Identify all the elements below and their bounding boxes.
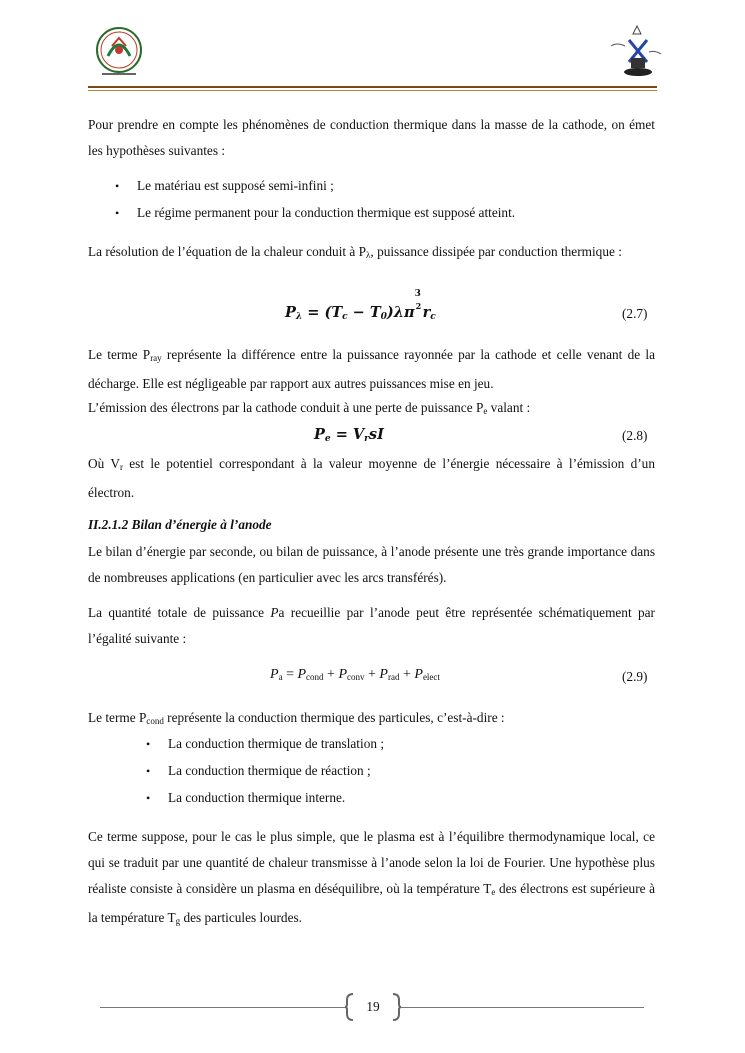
paragraph-resolution: La résolution de l’équation de la chaleur conduit à $P_\lambda$, puissance dissipée par conduction thermique :	[88, 244, 622, 260]
paragraph-vr: Où $V_r$ est le potentiel correspondant à la valeur moyenne de l’énergie nécessaire à l’émission d’un électron.	[88, 456, 655, 500]
university-seal-logo	[92, 26, 146, 78]
header-rule-thin	[88, 90, 657, 91]
equation-number: (2.7)	[622, 306, 648, 321]
equation-number: (2.9)	[622, 669, 648, 684]
paragraph-pray: Le terme $P_{ray}$ représente la différence entre la puissance rayonnée par la cathode et celle venant de la décharge. Elle est négligeable par rapport aux autres puissances mise en jeu.	[88, 347, 655, 391]
header-rule	[88, 86, 657, 88]
paragraph-emission: L’émission des électrons par la cathode conduit à une perte de puissance $P_e$ valant :	[88, 400, 531, 416]
page-number: 19	[366, 999, 380, 1014]
bullet-icon: •	[115, 206, 120, 220]
bullet-icon: •	[115, 179, 120, 193]
bullet-icon: •	[146, 791, 151, 805]
footer-rule-left	[100, 1007, 345, 1008]
laboratory-logo	[607, 22, 663, 80]
section-heading: II.2.1.2 Bilan d’énergie à l’anode	[88, 517, 272, 532]
bullet-icon: •	[146, 764, 151, 778]
bullet-icon: •	[146, 737, 151, 751]
paragraph-bilan: Le bilan d’énergie par seconde, ou bilan de puissance, à l’anode présente une très grande importance dans de nombreuses applications (en particulier avec les arcs transférés).	[88, 544, 655, 585]
paragraph-pa: La quantité totale de puissance Pa recueillie par l’anode peut être représentée schématiquement par l’égalité suivante :	[88, 605, 655, 646]
paragraph-plasma: Ce terme suppose, pour le cas le plus simple, que le plasma est à l’équilibre thermodynamique local, ce qui se traduit par une quantité de chaleur transmisse à l’anode selon la loi de Fourier. Une hypothèse plus réaliste consiste à considère un plasma en déséquilibre, où la température $T_e$ des électrons est supérieure à la température $T_g$ des particules lourdes.	[88, 829, 656, 926]
equation-number: (2.8)	[622, 428, 648, 443]
equation-2-8: $P_e = V_rsI$	[314, 426, 384, 444]
equation-2-7: $P_\lambda = (T_c - T_0)\lambda\pi$ 3 2 $r_c$	[285, 289, 436, 322]
equation-2-9: $P_a = P_{cond} + P_{conv} + P_{rad} + P_{elect}$	[270, 667, 440, 682]
footer-rule-right	[401, 1007, 644, 1008]
paragraph-intro: Pour prendre en compte les phénomènes de conduction thermique dans la masse de la cathode, on émet les hypothèses suivantes :	[88, 117, 655, 158]
paragraph-pcond: Le terme $P_{cond}$ représente la conduction thermique des particules, c’est-à-dire :	[88, 710, 505, 726]
